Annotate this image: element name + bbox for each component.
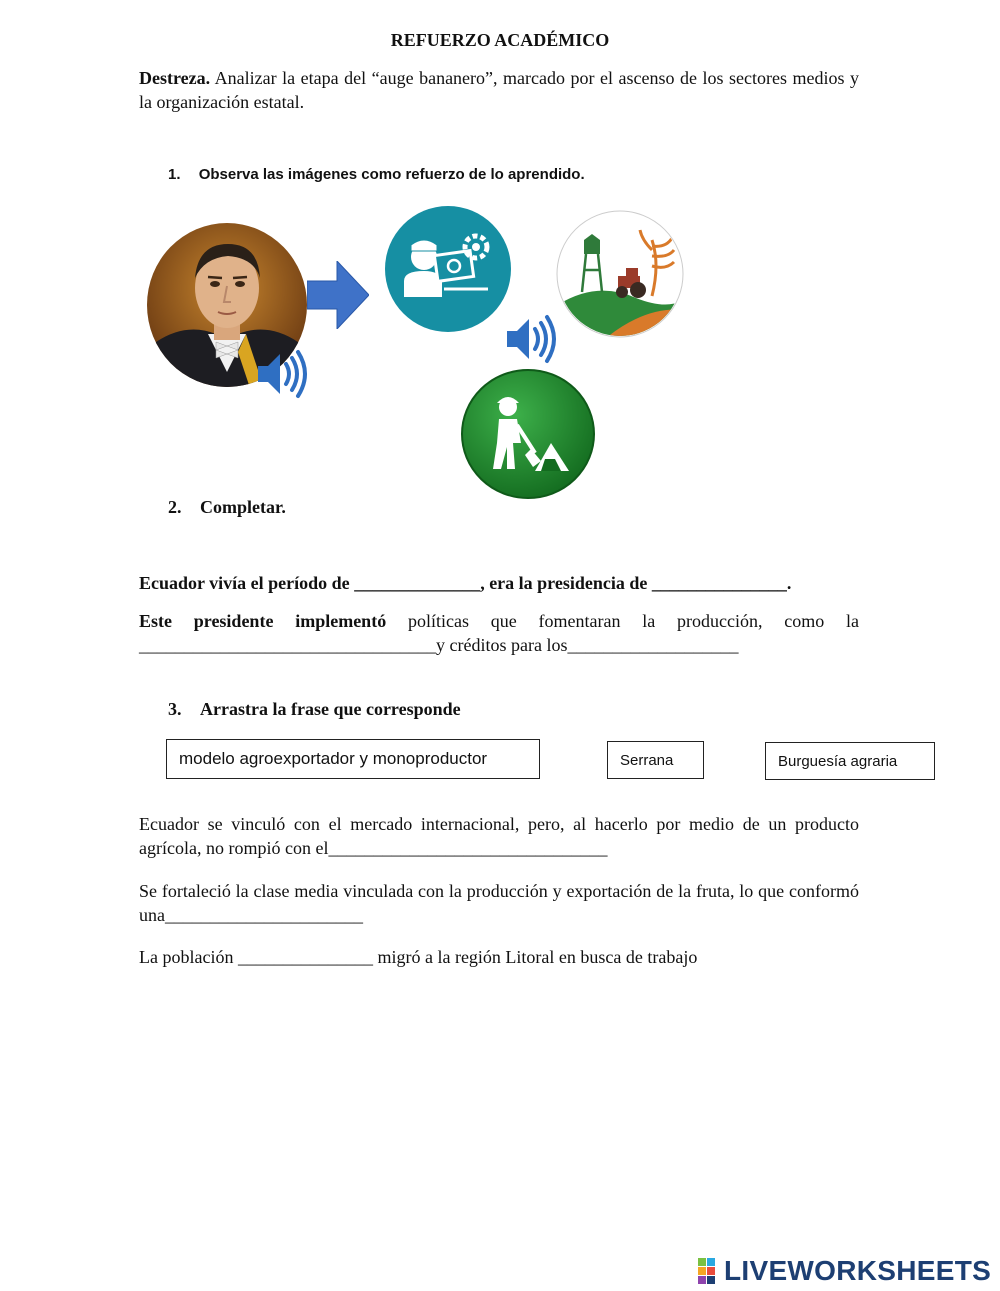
liveworksheets-logo-text: LIVEWORKSHEETS <box>724 1255 992 1286</box>
sentence-2 <box>139 879 859 927</box>
drag-option-modelo[interactable]: modelo agroexportador y monoproductor <box>166 739 540 779</box>
section-2-heading <box>168 497 286 518</box>
completar-line-2 <box>139 609 859 633</box>
drop-blank-1[interactable]: _______________________________ <box>328 838 608 858</box>
drag-option-serrana[interactable]: Serrana <box>607 741 704 779</box>
section-2-label: Completar. <box>200 497 286 517</box>
blank-policy[interactable]: _________________________________ <box>139 635 436 655</box>
section-2-number: 2. <box>168 497 182 517</box>
completar-line-3 <box>139 633 859 657</box>
arrow-right-icon <box>307 261 369 329</box>
worker-circle-image <box>461 369 595 499</box>
sentence-text: migró a la región Litoral en busca de trabajo <box>372 947 698 967</box>
speaker-icon[interactable] <box>254 346 310 402</box>
page-title: REFUERZO ACADÉMICO <box>390 30 610 50</box>
agriculture-circle-image <box>556 210 684 338</box>
sentence-text: Se fortaleció la clase media vinculada con la producción y exportación de la fruta, lo que conformó una <box>139 881 859 925</box>
blank-period[interactable]: ______________ <box>354 573 481 593</box>
liveworksheets-logo <box>698 1255 991 1287</box>
section-1-label: Observa las imágenes como refuerzo de lo aprendido. <box>198 166 585 183</box>
intro-paragraph <box>139 66 859 114</box>
completar-text: . <box>786 573 792 593</box>
completar-text: y créditos para los <box>436 635 568 655</box>
liveworksheets-logo-icon <box>698 1258 724 1284</box>
completar-text: Ecuador vivía el período de <box>139 573 355 593</box>
blank-credits[interactable]: ___________________ <box>567 635 739 655</box>
sentence-3 <box>139 945 859 969</box>
section-3-label: Arrastra la frase que corresponde <box>200 699 461 719</box>
section-3-heading <box>168 699 461 720</box>
completar-text: políticas que fomentaran la producción, como la <box>386 611 859 631</box>
speaker-icon[interactable] <box>503 311 559 367</box>
drag-option-burguesia[interactable]: Burguesía agraria <box>765 742 935 780</box>
sentence-text: Ecuador se vinculó con el mercado internacional, pero, al hacerlo por medio de un producto agrícola, no rompió con el <box>139 814 859 858</box>
section-3-number: 3. <box>168 699 182 719</box>
section-1-heading <box>168 166 585 183</box>
section-1-number: 1. <box>168 166 181 183</box>
intro-text: Analizar la etapa del “auge bananero”, marcado por el ascenso de los sectores medios y la organización estatal. <box>139 68 859 112</box>
blank-president[interactable]: _______________ <box>651 573 787 593</box>
industry-circle-image <box>384 205 512 333</box>
intro-label: Destreza. <box>139 68 211 88</box>
drop-blank-2[interactable]: ______________________ <box>165 905 363 925</box>
sentence-1 <box>139 812 859 860</box>
completar-bold-text: Este presidente implementó <box>139 611 387 631</box>
completar-line-1 <box>139 571 859 595</box>
drop-blank-3[interactable]: _______________ <box>237 947 373 967</box>
completar-text: , era la presidencia de <box>480 573 652 593</box>
sentence-text: La población <box>139 947 238 967</box>
